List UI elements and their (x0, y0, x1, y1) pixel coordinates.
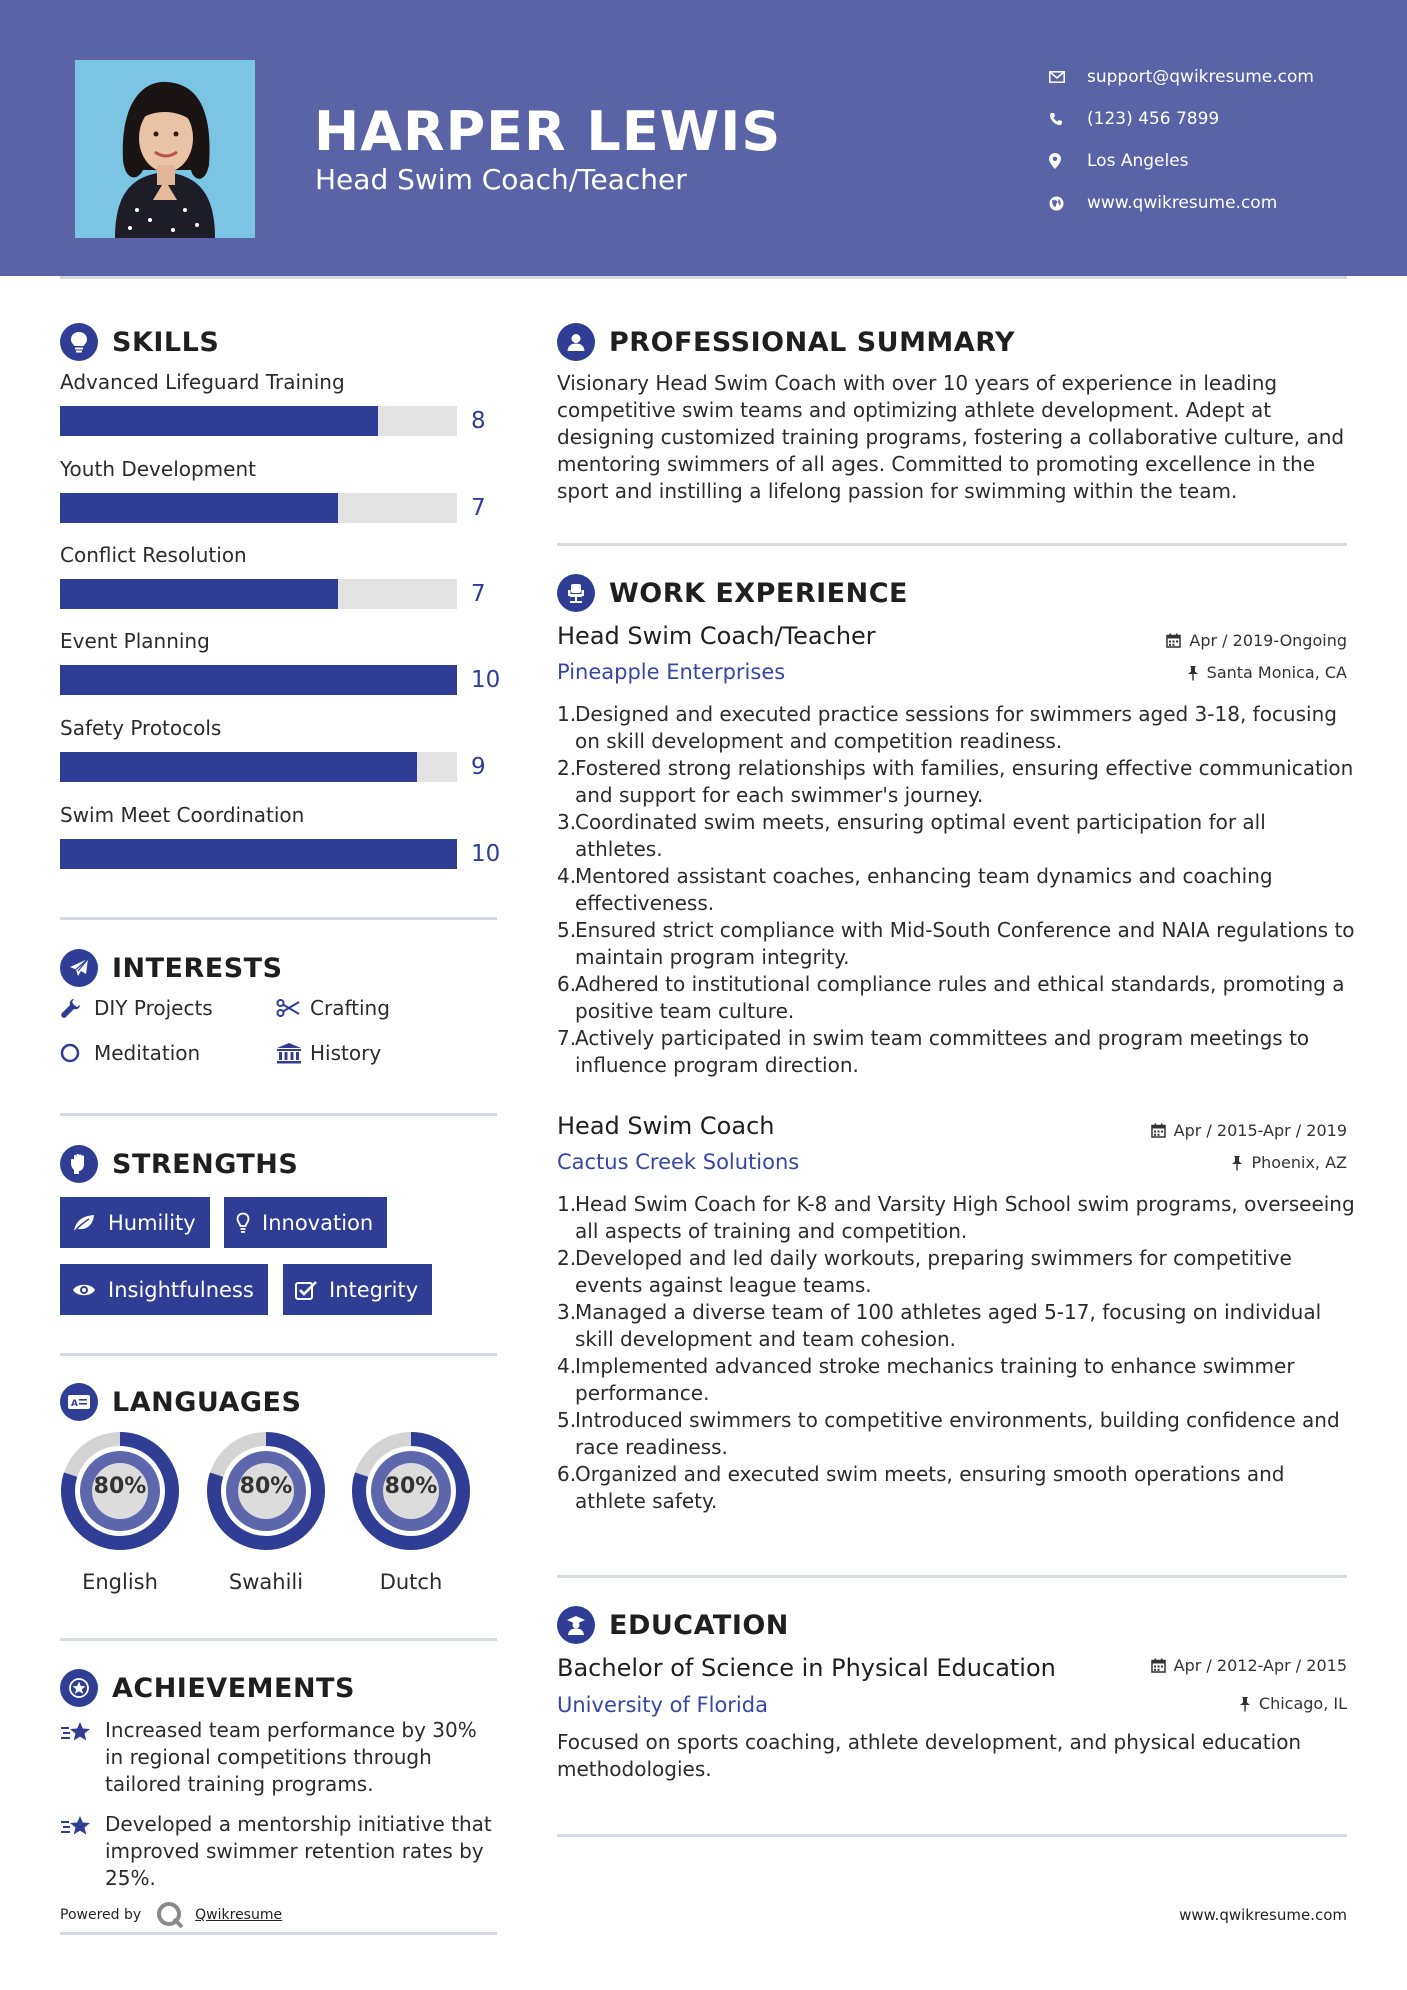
job-location-text: Phoenix, AZ (1251, 1153, 1347, 1172)
achievements-title: ACHIEVEMENTS (112, 1672, 355, 1704)
skill-score: 10 (471, 667, 501, 693)
skill-bar-fill (60, 752, 417, 782)
responsibility-text: Managed a diverse team of 100 athletes aged 5-17, focusing on individual skill development and team cohesion. (575, 1300, 1322, 1351)
strengths-title: STRENGTHS (112, 1148, 299, 1180)
skill-name: Conflict Resolution (60, 543, 247, 567)
skill-bar (60, 839, 457, 869)
job-location (1187, 663, 1347, 682)
contact-location (1049, 140, 1314, 182)
bullet-number: 6. (557, 1462, 577, 1486)
language-name: English (82, 1570, 158, 1594)
location-text: Los Angeles (1087, 151, 1189, 171)
candidate-name: HARPER LEWIS (314, 100, 782, 163)
responsibility-text: Developed and led daily workouts, preparing swimmers for competitive events against league teams. (575, 1246, 1292, 1297)
email-text: support@qwikresume.com (1087, 67, 1314, 87)
company-name: Pineapple Enterprises (557, 660, 786, 684)
header-divider (60, 276, 1347, 279)
school-name: University of Florida (557, 1693, 768, 1717)
job-dates (1151, 1121, 1347, 1140)
job-dates-text: Apr / 2019-Ongoing (1189, 631, 1347, 650)
education-heading (557, 1606, 789, 1644)
language-percent: 80% (384, 1474, 438, 1499)
language-item (350, 1430, 472, 1594)
skill-name: Safety Protocols (60, 716, 222, 740)
shooting-star-icon (60, 1811, 105, 1892)
graduate-icon (557, 1606, 595, 1644)
contact-email[interactable] (1049, 56, 1314, 98)
job-responsibilities (557, 701, 1357, 1079)
skill-item (60, 543, 500, 607)
star-badge-icon (60, 1669, 98, 1707)
website-text: www.qwikresume.com (1087, 193, 1278, 213)
education-title: EDUCATION (609, 1609, 789, 1641)
bullet-number: 1. (557, 702, 577, 726)
responsibility-item (557, 1353, 1357, 1407)
pushpin-icon (1187, 665, 1199, 681)
responsibility-text: Adhered to institutional compliance rules and ethical standards, promoting a positive team culture. (575, 972, 1345, 1023)
responsibility-item (557, 1461, 1357, 1515)
scissors-icon (276, 999, 310, 1017)
job-dates-text: Apr / 2015-Apr / 2019 (1173, 1121, 1347, 1140)
svg-text:A: A (71, 1399, 78, 1409)
language-name: Swahili (228, 1570, 304, 1594)
responsibility-text: Organized and executed swim meets, ensuring smooth operations and athlete safety. (575, 1462, 1285, 1513)
interest-item (276, 1041, 381, 1065)
skill-bar-fill (60, 493, 338, 523)
eye-icon (72, 1282, 96, 1298)
skill-score: 10 (471, 841, 501, 867)
responsibility-text: Ensured strict compliance with Mid-South Conference and NAIA regulations to maintain program integrity. (575, 918, 1355, 969)
strength-label: Humility (108, 1210, 196, 1235)
bullet-number: 5. (557, 1408, 577, 1432)
strengths-divider (60, 1353, 497, 1356)
phone-icon (1049, 112, 1087, 126)
responsibility-text: Head Swim Coach for K-8 and Varsity High School swim programs, overseeing all aspects of training and competition. (575, 1192, 1355, 1243)
bullet-number: 7. (557, 1026, 577, 1050)
bullet-number: 1. (557, 1192, 577, 1216)
bullet-number: 4. (557, 864, 577, 888)
responsibility-text: Designed and executed practice sessions for swimmers aged 3-18, focusing on skill development and competition readiness. (575, 702, 1337, 753)
language-item (205, 1430, 327, 1594)
experience-divider (557, 1575, 1347, 1578)
interest-label: History (310, 1041, 382, 1065)
pushpin-icon (1231, 1155, 1243, 1171)
education-location-text: Chicago, IL (1258, 1694, 1347, 1713)
experience-heading (557, 574, 908, 612)
job-title: Head Swim Coach/Teacher (557, 622, 876, 650)
responsibility-item (557, 701, 1357, 755)
languages-divider (60, 1638, 497, 1641)
pushpin-icon (1239, 1696, 1251, 1712)
fist-icon (60, 1145, 98, 1183)
language-percent: 80% (239, 1474, 293, 1499)
summary-title: PROFESSIONAL SUMMARY (609, 326, 1016, 358)
envelope-icon (1049, 71, 1087, 83)
skill-score: 8 (471, 408, 486, 434)
user-icon (557, 323, 595, 361)
skill-item (60, 370, 500, 434)
job-title: Head Swim Coach (557, 1112, 775, 1140)
checkbox-icon (295, 1280, 317, 1300)
interests-title: INTERESTS (112, 952, 283, 984)
interest-item (60, 996, 213, 1020)
language-name: Dutch (379, 1570, 443, 1594)
education-divider (557, 1834, 1347, 1837)
candidate-role: Head Swim Coach/Teacher (315, 163, 687, 196)
globe-icon (1049, 196, 1087, 211)
education-location (1239, 1694, 1347, 1713)
interests-divider (60, 1113, 497, 1116)
responsibility-item (557, 755, 1357, 809)
skill-bar-fill (60, 665, 457, 695)
calendar-icon (1151, 1658, 1166, 1673)
strength-tag (60, 1264, 268, 1315)
calendar-icon (1166, 633, 1181, 648)
degree-title: Bachelor of Science in Physical Education (557, 1654, 1056, 1682)
interest-item (276, 996, 390, 1020)
museum-icon (276, 1042, 310, 1064)
job-responsibilities (557, 1191, 1357, 1515)
skill-bar (60, 493, 457, 523)
achievement-text: Increased team performance by 30% in regional competitions through tailored training programs. (105, 1718, 477, 1796)
wrench-icon (60, 997, 94, 1019)
responsibility-text: Implemented advanced stroke mechanics training to enhance swimmer performance. (575, 1354, 1295, 1405)
profile-photo (75, 60, 255, 238)
summary-text: Visionary Head Swim Coach with over 10 years of experience in leading competitive swim teams and optimizing athlete development. Adept at designing customized training programs, fostering a collaborative culture, and mentoring swimmers of all ages. Committed to promoting excellence in the sport and instilling a lifelong passion for swimming within the team. (557, 371, 1345, 503)
contact-list (1049, 56, 1314, 224)
interest-item (60, 1041, 200, 1065)
shooting-star-icon (60, 1717, 105, 1798)
strength-tag (60, 1197, 210, 1248)
interest-label: Meditation (94, 1041, 201, 1065)
skill-bar (60, 752, 457, 782)
strength-tag (224, 1197, 387, 1248)
responsibility-item (557, 863, 1357, 917)
contact-website[interactable] (1049, 182, 1314, 224)
lightbulb-icon (60, 323, 98, 361)
bullet-number: 2. (557, 756, 577, 780)
responsibility-text: Mentored assistant coaches, enhancing team dynamics and coaching effectiveness. (575, 864, 1273, 915)
calendar-icon (1151, 1123, 1166, 1138)
interest-label: DIY Projects (94, 996, 213, 1020)
languages-title: LANGUAGES (112, 1386, 302, 1418)
resume-header (0, 0, 1407, 276)
education-dates-text: Apr / 2012-Apr / 2015 (1173, 1656, 1347, 1675)
job-dates (1166, 631, 1347, 650)
strengths-heading (60, 1145, 298, 1183)
education-dates (1151, 1656, 1347, 1675)
skill-score: 7 (471, 581, 486, 607)
achievement-text: Developed a mentorship initiative that improved swimmer retention rates by 25%. (105, 1812, 492, 1890)
bullet-number: 2. (557, 1246, 577, 1270)
language-item (59, 1430, 181, 1594)
leaf-icon (72, 1213, 96, 1233)
achievements-heading (60, 1669, 355, 1707)
skill-item (60, 457, 500, 521)
powered-by-brand-link[interactable]: Qwikresume (195, 1907, 283, 1923)
responsibility-text: Fostered strong relationships with families, ensuring effective communication and support for each swimmer's journey. (575, 756, 1354, 807)
skills-title: SKILLS (112, 326, 220, 358)
skill-bar-fill (60, 579, 338, 609)
skill-name: Event Planning (60, 629, 210, 653)
strength-label: Integrity (329, 1277, 419, 1302)
skills-divider (60, 917, 497, 920)
skill-score: 9 (471, 754, 486, 780)
responsibility-text: Introduced swimmers to competitive environments, building confidence and race readiness. (575, 1408, 1340, 1459)
skill-item (60, 716, 500, 780)
achievement-item (60, 1717, 500, 1798)
strength-label: Innovation (262, 1210, 374, 1235)
skill-bar (60, 665, 457, 695)
skill-bar-fill (60, 839, 457, 869)
responsibility-item (557, 1191, 1357, 1245)
achievement-item (60, 1811, 500, 1892)
skill-name: Youth Development (60, 457, 256, 481)
bullet-number: 4. (557, 1354, 577, 1378)
skill-bar-fill (60, 406, 378, 436)
job-location (1231, 1153, 1347, 1172)
interests-heading (60, 949, 283, 987)
responsibility-item (557, 809, 1357, 863)
strength-label: Insightfulness (108, 1277, 254, 1302)
skill-name: Swim Meet Coordination (60, 803, 305, 827)
responsibility-item (557, 917, 1357, 971)
experience-title: WORK EXPERIENCE (609, 577, 908, 609)
contact-phone[interactable] (1049, 98, 1314, 140)
powered-by (60, 1900, 282, 1930)
powered-by-label: Powered by (60, 1907, 142, 1923)
map-pin-icon (1049, 153, 1087, 169)
responsibility-item (557, 971, 1357, 1025)
qwikresume-logo-icon (155, 1900, 185, 1930)
skill-name: Advanced Lifeguard Training (60, 370, 345, 394)
skill-bar (60, 579, 457, 609)
education-description: Focused on sports coaching, athlete development, and physical education methodologies. (557, 1730, 1302, 1781)
skill-item (60, 629, 501, 693)
office-chair-icon (557, 574, 595, 612)
job-location-text: Santa Monica, CA (1206, 663, 1347, 682)
interest-label: Crafting (310, 996, 390, 1020)
skill-score: 7 (471, 495, 486, 521)
responsibility-item (557, 1245, 1357, 1299)
skills-heading (60, 323, 219, 361)
footer-website-link[interactable]: www.qwikresume.com (1179, 1906, 1347, 1924)
footer-divider (60, 1932, 497, 1935)
languages-heading (60, 1383, 301, 1421)
bullet-number: 3. (557, 810, 577, 834)
responsibility-item (557, 1025, 1357, 1079)
translate-icon (60, 1383, 98, 1421)
summary-divider (557, 543, 1347, 546)
responsibility-text: Actively participated in swim team committees and program meetings to influence program direction. (575, 1026, 1310, 1077)
bullet-number: 5. (557, 918, 577, 942)
circle-icon (60, 1042, 94, 1064)
bullet-number: 3. (557, 1300, 577, 1324)
phone-text: (123) 456 7899 (1087, 109, 1220, 129)
responsibility-item (557, 1407, 1357, 1461)
company-name: Cactus Creek Solutions (557, 1150, 800, 1174)
lightbulb-outline-icon (236, 1212, 250, 1234)
responsibility-text: Coordinated swim meets, ensuring optimal event participation for all athletes. (575, 810, 1266, 861)
skill-item (60, 803, 501, 867)
bullet-number: 6. (557, 972, 577, 996)
language-percent: 80% (93, 1474, 147, 1499)
strength-tag (283, 1264, 432, 1315)
skill-bar (60, 406, 457, 436)
paper-plane-icon (60, 949, 98, 987)
responsibility-item (557, 1299, 1357, 1353)
summary-heading (557, 323, 1015, 361)
